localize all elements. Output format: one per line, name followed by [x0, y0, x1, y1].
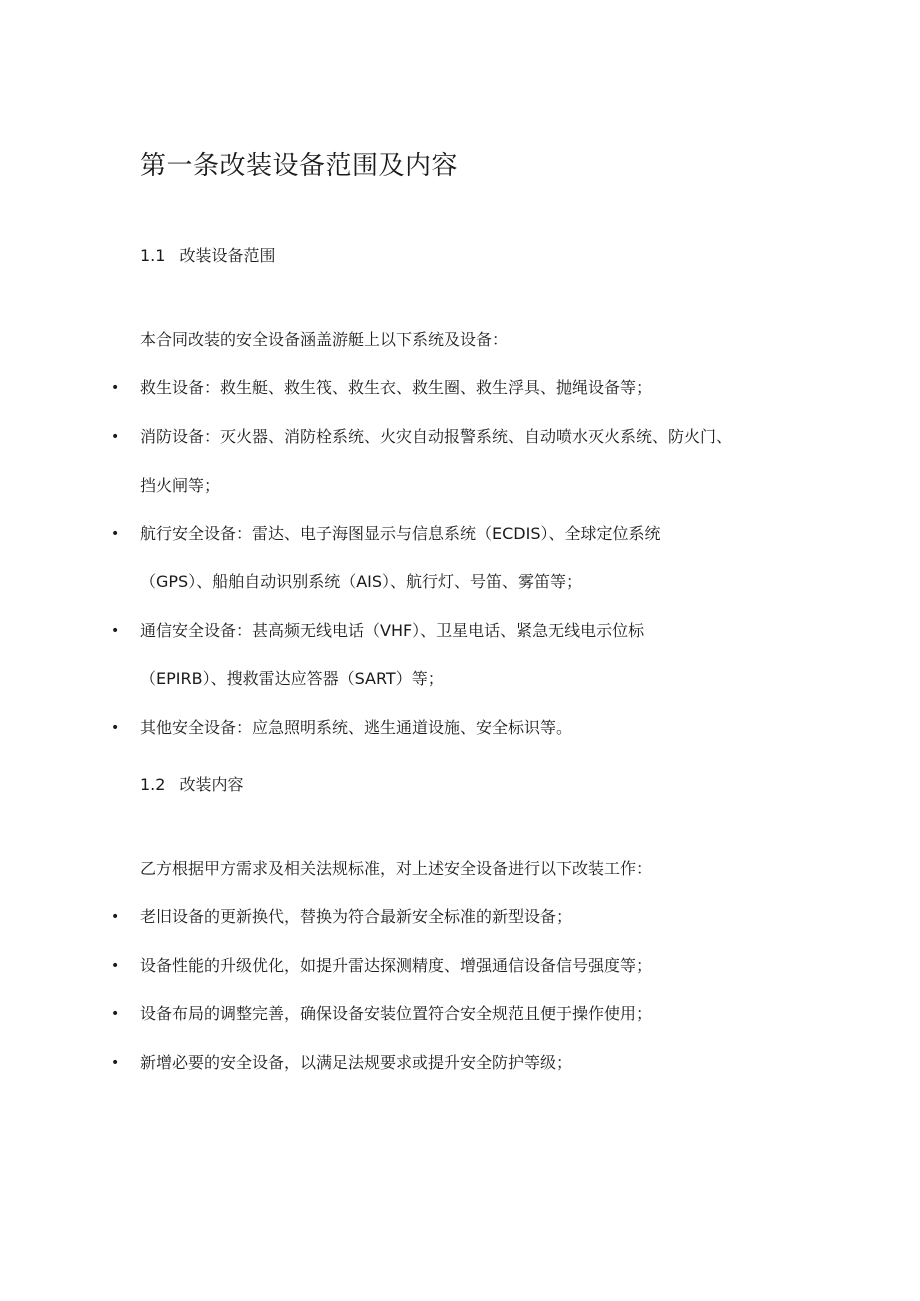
bullet-icon: • [111, 623, 120, 639]
section-number: 1.1 [140, 246, 166, 265]
bullet-icon: • [111, 1055, 120, 1071]
bullet-icon: • [111, 1006, 120, 1022]
bullet-icon: • [111, 429, 120, 445]
list-item-text: 通信安全设备：甚高频无线电话（VHF）、卫星电话、紧急无线电示位标 [140, 621, 645, 640]
bullet-icon: • [111, 380, 120, 396]
bullet-icon: • [111, 909, 120, 925]
list-item-continuation: （GPS）、船舶自动识别系统（AIS）、航行灯、号笛、雾笛等； [140, 572, 583, 591]
list-item-continuation: （EPIRB）、搜救雷达应答器（SART）等； [140, 669, 444, 688]
list-item-text: 设备布局的调整完善，确保设备安装位置符合安全规范且便于操作使用； [140, 1004, 653, 1023]
list-item-text: 老旧设备的更新换代，替换为符合最新安全标准的新型设备； [140, 907, 573, 926]
list-item-text: 新增必要的安全设备，以满足法规要求或提升安全防护等级； [140, 1053, 573, 1072]
section-number: 1.2 [140, 775, 166, 794]
section-label: 改装设备范围 [179, 246, 276, 265]
intro-paragraph-2: 乙方根据甲方需求及相关法规标准，对上述安全设备进行以下改装工作： [140, 859, 653, 878]
list-item-text: 其他安全设备：应急照明系统、逃生通道设施、安全标识等。 [140, 718, 573, 737]
list-item-text: 航行安全设备：雷达、电子海图显示与信息系统（ECDIS）、全球定位系统 [140, 524, 661, 543]
list-item-text: 设备性能的升级优化，如提升雷达探测精度、增强通信设备信号强度等； [140, 956, 653, 975]
list-item-continuation: 挡火闸等； [140, 476, 221, 495]
bullet-icon: • [111, 526, 120, 542]
list-item-text: 救生设备：救生艇、救生筏、救生衣、救生圈、救生浮具、抛绳设备等； [140, 378, 653, 397]
bullet-icon: • [111, 720, 120, 736]
list-item-text: 消防设备：灭火器、消防栓系统、火灾自动报警系统、自动喷水灭火系统、防火门、 [140, 427, 733, 446]
intro-paragraph-1: 本合同改装的安全设备涵盖游艇上以下系统及设备： [140, 330, 509, 349]
section-label: 改装内容 [179, 775, 244, 794]
bullet-icon: • [111, 958, 120, 974]
article-title: 第一条改装设备范围及内容 [140, 151, 459, 181]
section-heading-1-1 [140, 244, 275, 268]
section-heading-1-2 [140, 773, 243, 797]
